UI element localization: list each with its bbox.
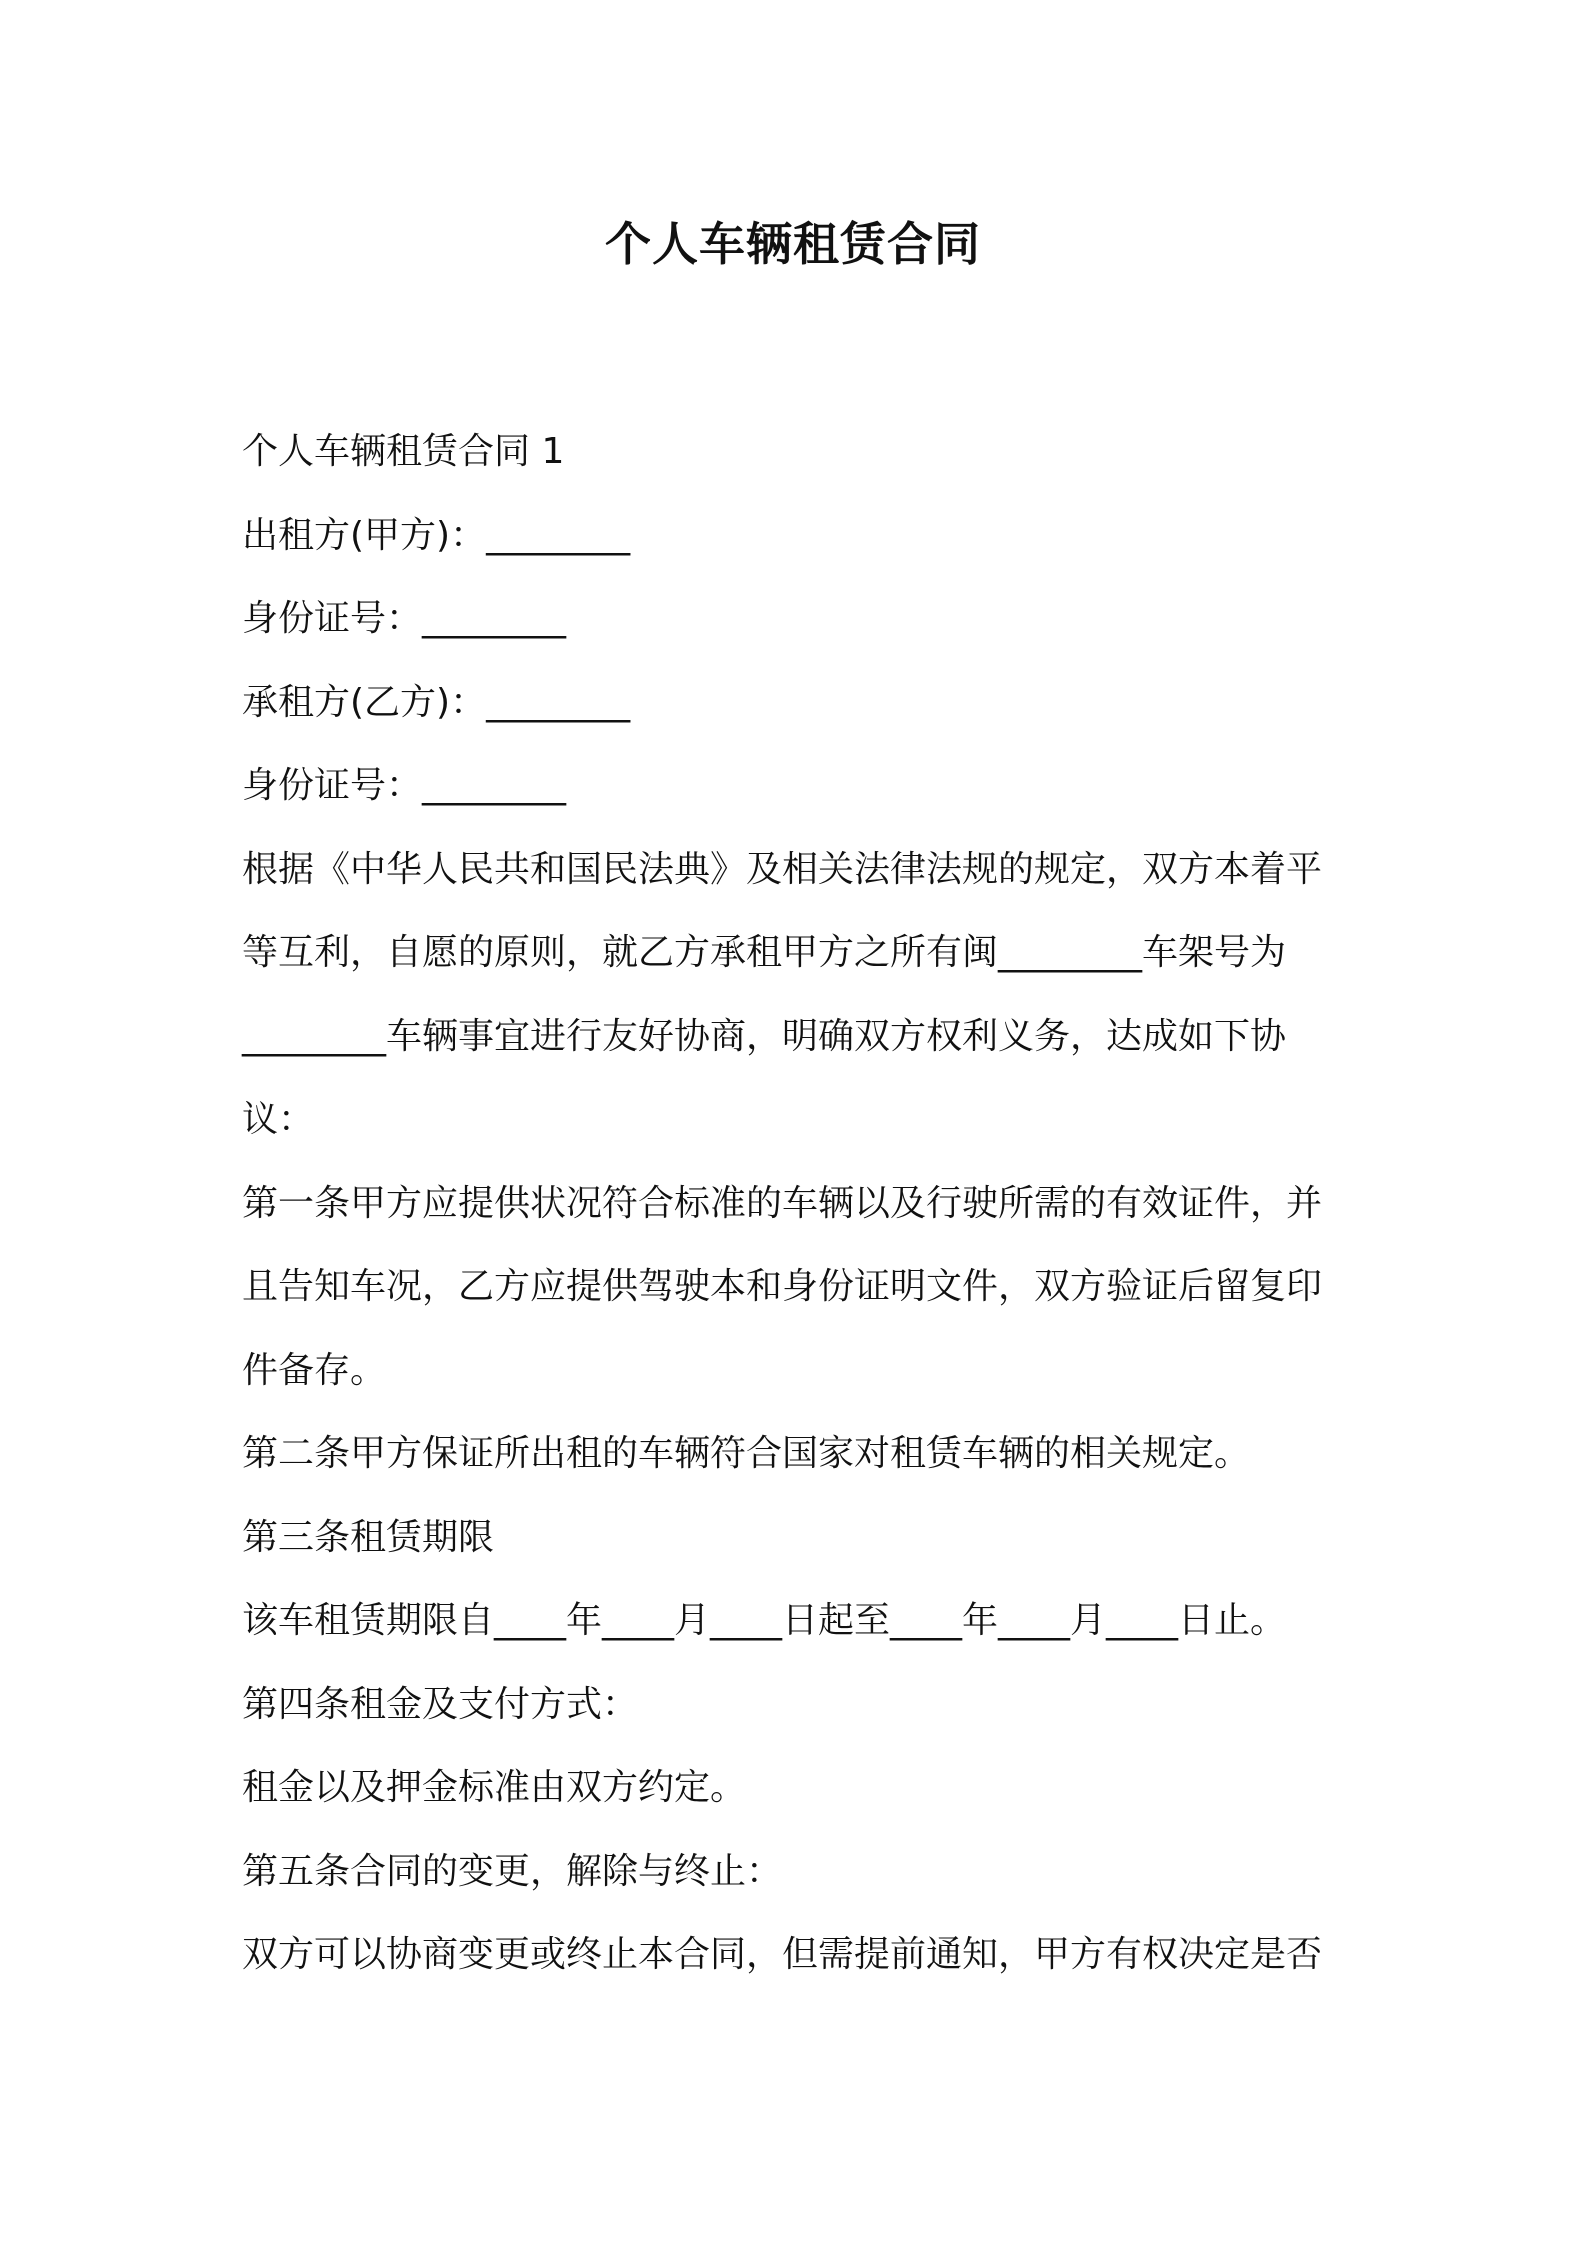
document-body	[242, 410, 1366, 1997]
preamble-line-4: 议：	[242, 1099, 315, 1140]
preamble-line-1: 根据《中华人民共和国民法典》及相关法律法规的规定，双方本着平	[242, 848, 1323, 890]
contract-subtitle: 个人车辆租赁合同 1	[242, 431, 565, 472]
article-3-body: 该车租赁期限自____年____月____日起至____年____月____日止。	[242, 1600, 1287, 1641]
article-1-line-3: 件备存。	[242, 1349, 387, 1391]
article-3-heading: 第三条租赁期限	[242, 1516, 495, 1558]
article-4-heading: 第四条租金及支付方式：	[242, 1683, 639, 1725]
lessee-id-field: 身份证号：________	[242, 765, 567, 806]
preamble-line-3: ________车辆事宜进行友好协商，明确双方权利义务，达成如下协	[242, 1015, 1287, 1057]
preamble-line-2: 等互利，自愿的原则，就乙方承租甲方之所有闽________车架号为	[242, 932, 1287, 973]
article-5-body-line-1: 双方可以协商变更或终止本合同，但需提前通知，甲方有权决定是否	[242, 1934, 1323, 1975]
article-5-heading: 第五条合同的变更，解除与终止：	[242, 1850, 783, 1892]
lessor-field: 出租方(甲方)：________	[242, 514, 631, 556]
document-title: 个人车辆租赁合同	[605, 217, 981, 271]
article-1-line-2: 且告知车况，乙方应提供驾驶本和身份证明文件，双方验证后留复印	[242, 1266, 1323, 1307]
article-2: 第二条甲方保证所出租的车辆符合国家对租赁车辆的相关规定。	[242, 1433, 1251, 1474]
lessor-id-field: 身份证号：________	[242, 598, 567, 639]
article-1-line-1: 第一条甲方应提供状况符合标准的车辆以及行驶所需的有效证件，并	[242, 1182, 1323, 1224]
lessee-field: 承租方(乙方)：________	[242, 681, 631, 723]
article-4-body: 租金以及押金标准由双方约定。	[242, 1767, 747, 1808]
